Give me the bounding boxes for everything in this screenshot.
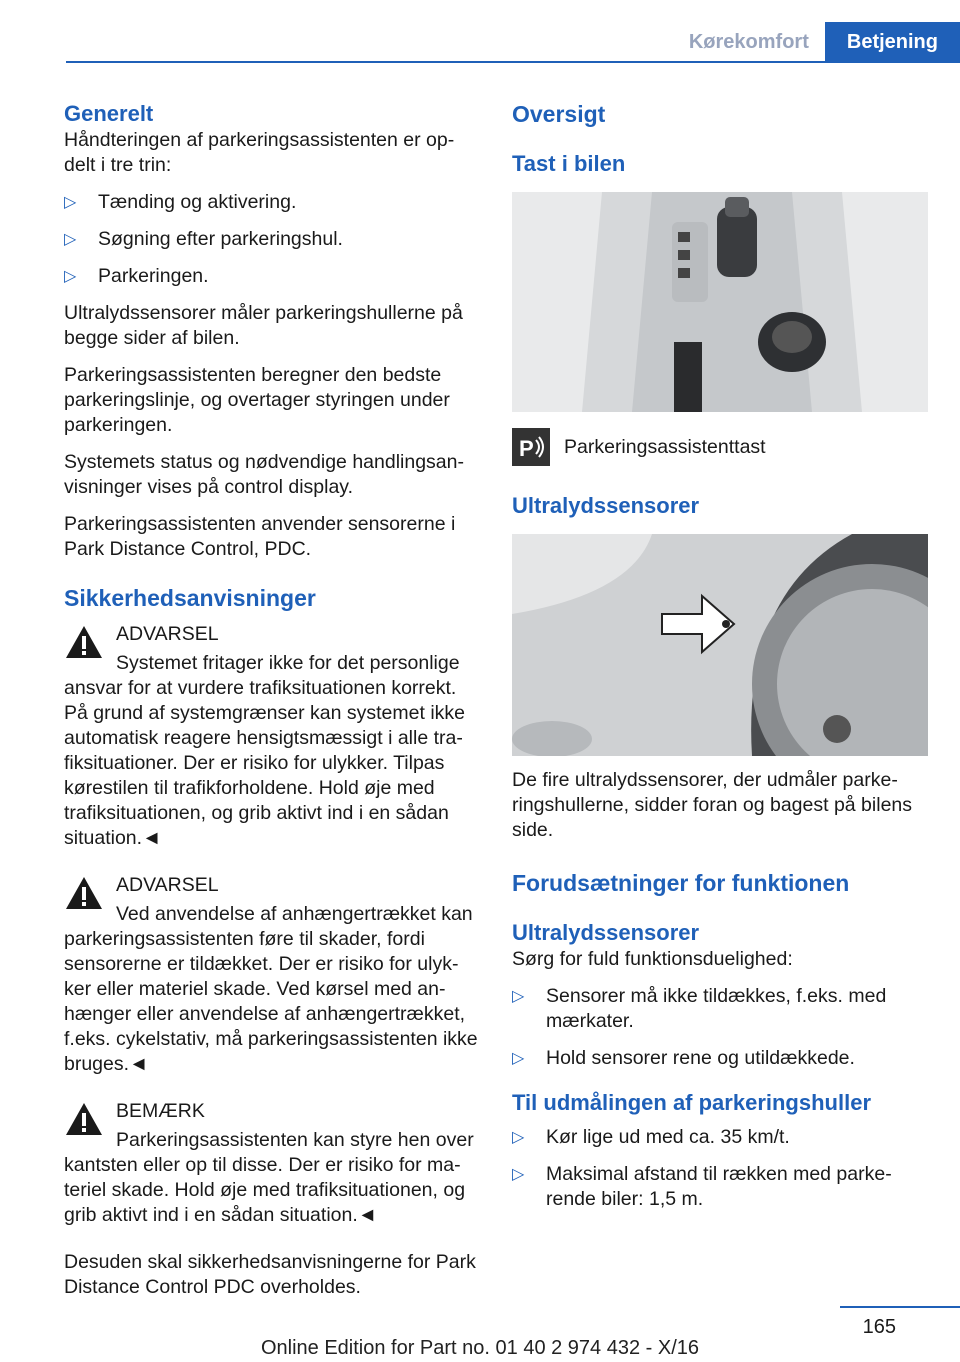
button-legend [512,428,928,466]
paragraph: Systemets status og nødvendige handlingsan-visninger vises på control display. [64,451,464,498]
notice-body: Parkeringsassistenten kan styre hen over kantsten eller op til disse. Der er risiko for ma-teriel skade. Hold øje med trafiksituationen, og grib aktivt ind i en sådan situation.◄ [64,1129,474,1226]
button-legend-label: Parkeringsassistenttast [564,435,766,458]
triangle-bullet-icon: ▷ [512,1166,525,1183]
ultralyd-heading: Ultralydssensorer [512,493,700,518]
page-number: 165 [862,1316,896,1338]
list-item: ▷ Hold sensorer rene og utildækkede. [512,1047,855,1069]
warning-triangle-icon [64,875,104,911]
steps-list [64,190,480,289]
list-item: ▷ Søgning efter parkeringshul. [64,228,343,250]
right-column [512,100,928,1224]
warning-triangle-icon [64,1101,104,1137]
warning-body: Ved anvendelse af anhængertrækket kan parkeringsassistenten føre til skader, fordi sensorerne er tildækket. Der er risiko for ulyk-ker eller materiel skade. Ved kørsel med an-hænger eller anvendelse af anhængertrækket, f.eks. cykelstativ, må parkeringsassistenten ikke bruges.◄ [64,903,478,1075]
footer-edition: Online Edition for Part no. 01 40 2 974 432 - X/16 [260,1337,700,1359]
list-item: ▷ Maksimal afstand til rækken med parke-rende biler: 1,5 m. [512,1163,892,1210]
warning-title: ADVARSEL [116,623,219,645]
generelt-heading: Generelt [64,101,154,126]
forud-heading: Forudsætninger for funktionen [512,870,850,896]
oversigt-heading: Oversigt [512,101,606,127]
triangle-bullet-icon: ▷ [64,268,77,285]
list-item: ▷ Parkeringen. [64,265,209,287]
list-item: ▷ Sensorer må ikke tildækkes, f.eks. med mærkater. [512,985,887,1032]
parking-assist-icon [512,428,550,466]
list-item: ▷ Tænding og aktivering. [64,191,297,213]
warning-triangle-icon [64,624,104,660]
tast-heading: Tast i bilen [512,151,626,176]
sensor-location-photo [512,534,928,756]
til-heading: Til udmålingen af parkeringshuller [512,1090,872,1115]
left-column [64,100,480,1312]
notice-block [64,1099,480,1228]
generelt-intro: Håndteringen af parkeringsassistenten er op-delt i tre trin: [64,129,455,176]
list-item: ▷ Kør lige ud med ca. 35 km/t. [512,1126,790,1148]
header-rule [66,61,960,63]
closing-paragraph: Desuden skal sikkerhedsanvisningerne for Park Distance Control PDC overholdes. [64,1251,476,1298]
triangle-bullet-icon: ▷ [64,194,77,211]
measurement-conditions-list [512,1125,928,1212]
paragraph: Parkeringsassistenten beregner den bedste parkeringslinje, og overtager styringen under parkeringen. [64,364,450,436]
warning-block [64,873,480,1077]
page-header [673,22,960,62]
header-section-betjening: Betjening [825,22,960,62]
notice-title: BEMÆRK [116,1100,205,1122]
paragraph: Ultralydssensorer måler parkeringshullerne på begge sider af bilen. [64,302,463,349]
warning-title: ADVARSEL [116,874,219,896]
header-section-korekomfort: Kørekomfort [688,30,809,53]
triangle-bullet-icon: ▷ [512,988,525,1005]
ultralyd-intro: Sørg for fuld funktionsduelighed: [512,948,793,970]
safety-heading: Sikkerhedsanvisninger [64,585,316,611]
triangle-bullet-icon: ▷ [512,1129,525,1146]
ultralyd-sub-heading: Ultralydssensorer [512,920,700,945]
svg-text:P: P [519,436,534,461]
center-console-photo [512,192,928,412]
triangle-bullet-icon: ▷ [64,231,77,248]
sensor-requirements-list [512,984,928,1071]
footer-rule [840,1306,960,1308]
sensor-description: De fire ultralydssensorer, der udmåler parke-ringshullerne, sidder foran og bagest på bilens side. [512,769,913,841]
warning-block [64,622,480,851]
paragraph: Parkeringsassistenten anvender sensorerne i Park Distance Control, PDC. [64,513,456,560]
warning-body: Systemet fritager ikke for det personlige ansvar for at vurdere trafiksituationen korrekt. På grund af systemgrænser kan systemet ikke automatisk reagere hensigtsmæssigt i alle tra-fiksituationer. Der er risiko for ulykker. Tilpas kørestilen til trafikforholdene. Hold øje med trafiksituationen, og grib aktivt ind i en sådan situation.◄ [64,652,465,849]
triangle-bullet-icon: ▷ [512,1050,525,1067]
